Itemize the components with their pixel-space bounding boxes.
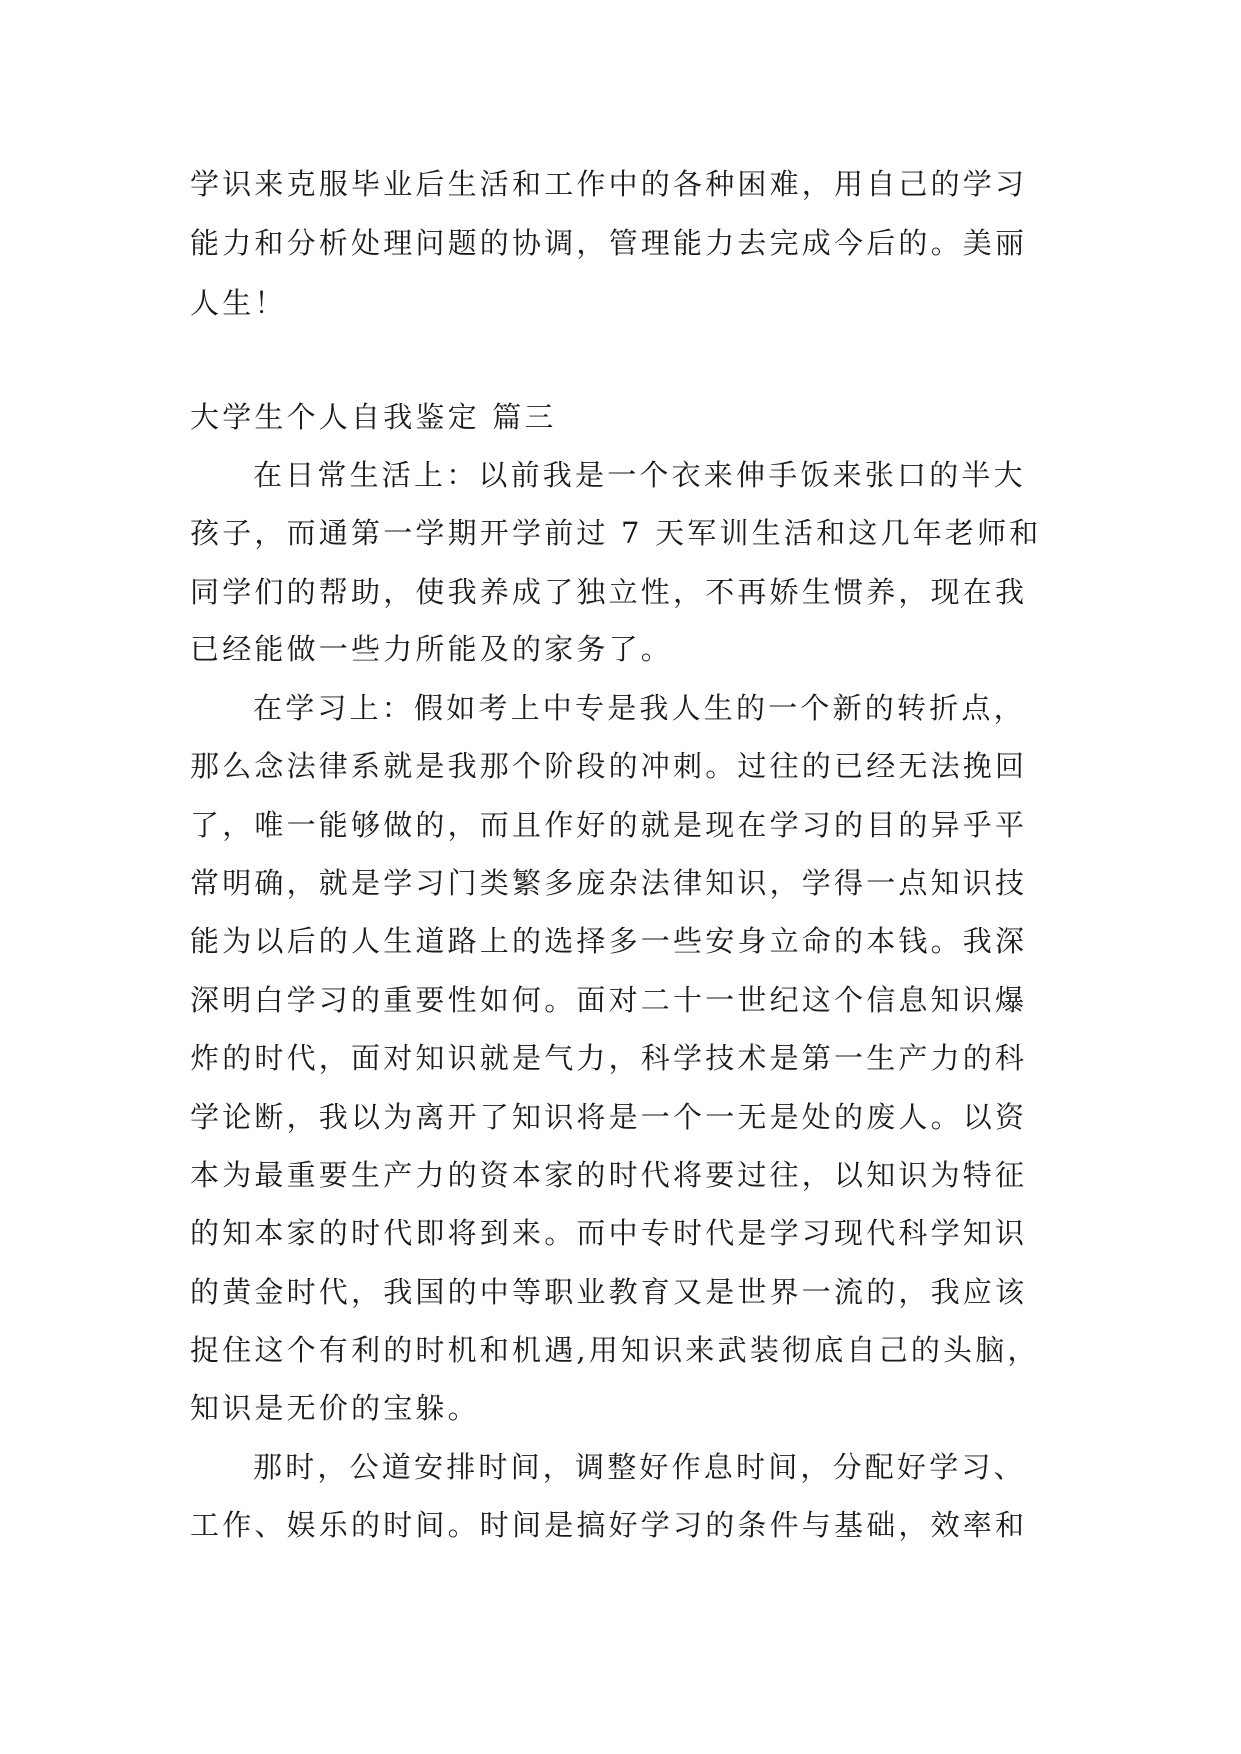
section-heading: 大学生个人自我鉴定 篇三 <box>190 400 557 434</box>
text-line: 人生！ <box>190 286 287 320</box>
text-line: 能为以后的人生道路上的选择多一些安身立命的本钱。我深 <box>190 924 1028 958</box>
text-line: 在日常生活上：以前我是一个衣来伸手饭来张口的半大 <box>253 458 1026 492</box>
text-line: 同学们的帮助，使我养成了独立性，不再娇生惯养，现在我 <box>190 575 1028 609</box>
text-line: 孩子，而通第一学期开学前过 7 天军训生活和这几年老师和 <box>190 516 1042 550</box>
text-line: 常明确，就是学习门类繁多庞杂法律知识，学得一点知识技 <box>190 866 1028 900</box>
text-line: 学论断，我以为离开了知识将是一个一无是处的废人。以资 <box>190 1100 1028 1134</box>
text-line: 在学习上：假如考上中专是我人生的一个新的转折点， <box>253 691 1026 725</box>
text-line: 的黄金时代，我国的中等职业教育又是世界一流的，我应该 <box>190 1275 1028 1309</box>
text-line: 能力和分析处理问题的协调，管理能力去完成今后的。美丽 <box>190 226 1028 260</box>
text-line: 那时，公道安排时间，调整好作息时间，分配好学习、 <box>253 1450 1026 1484</box>
text-line: 捉住这个有利的时机和机遇,用知识来武装彻底自己的头脑， <box>190 1333 1040 1367</box>
text-line: 已经能做一些力所能及的家务了。 <box>190 632 674 666</box>
text-line: 了，唯一能够做的，而且作好的就是现在学习的目的异乎平 <box>190 808 1028 842</box>
text-line: 本为最重要生产力的资本家的时代将要过往，以知识为特征 <box>190 1158 1028 1192</box>
text-line: 工作、娱乐的时间。时间是搞好学习的条件与基础，效率和 <box>190 1508 1028 1542</box>
text-line: 知识是无价的宝躲。 <box>190 1391 480 1425</box>
text-line: 的知本家的时代即将到来。而中专时代是学习现代科学知识 <box>190 1216 1028 1250</box>
text-line: 那么念法律系就是我那个阶段的冲刺。过往的已经无法挽回 <box>190 749 1028 783</box>
text-line: 炸的时代，面对知识就是气力，科学技术是第一生产力的科 <box>190 1041 1028 1075</box>
text-line: 学识来克服毕业后生活和工作中的各种困难，用自己的学习 <box>190 167 1028 201</box>
text-line: 深明白学习的重要性如何。面对二十一世纪这个信息知识爆 <box>190 983 1028 1017</box>
